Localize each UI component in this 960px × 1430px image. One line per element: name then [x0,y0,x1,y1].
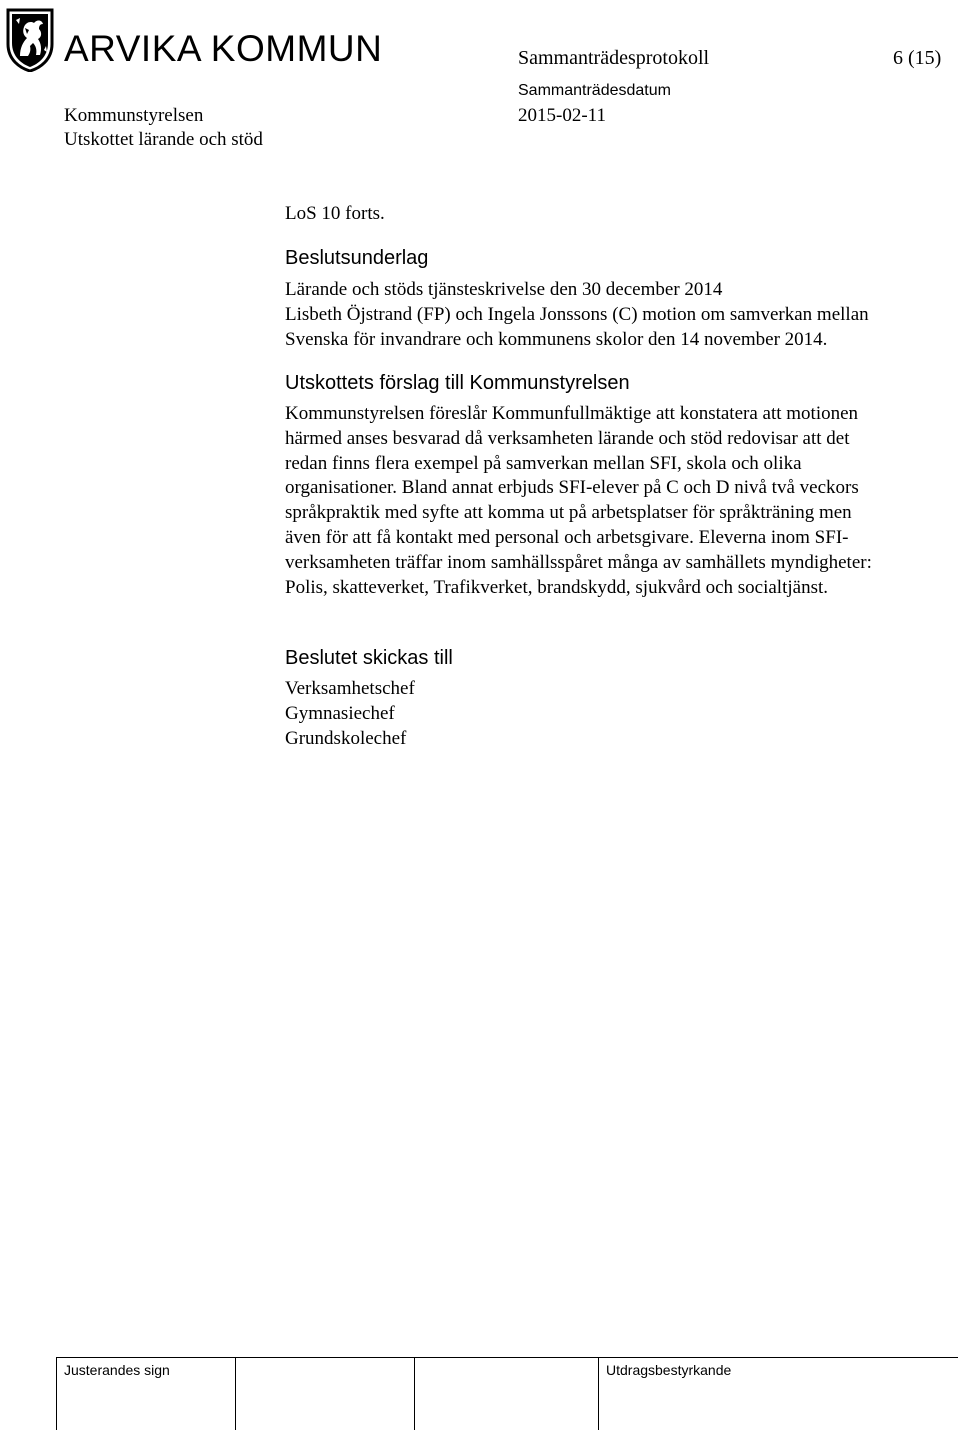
paragraph-reference: LoS 10 forts. [285,203,385,224]
text-line: språkpraktik med syfte att komma ut på arbetsplatser för språkträning men [285,502,852,524]
text-line: Lisbeth Öjstrand (FP) och Ingela Jonssons (C) motion om samverkan mellan [285,303,869,325]
footer-divider [56,1358,57,1430]
recipient-item: Verksamhetschef [285,678,415,699]
beslutsunderlag-text [285,278,950,352]
recipient-item: Grundskolechef [285,727,407,749]
meeting-date-label: Sammanträdesdatum [518,82,671,99]
footer-rule [56,1357,958,1358]
text-line: redan finns flera exempel på samverkan mellan SFI, skola och olika [285,452,802,474]
body-name: Kommunstyrelsen [64,105,204,126]
text-line: Svenska för invandrare och kommunens skolor den 14 november 2014. [285,328,828,350]
organization-logo-text: ARVIKA KOMMUN [64,28,383,69]
page-indicator: 6 (15) [893,47,942,69]
section-title-forslag: Utskottets förslag till Kommunstyrelsen [285,372,630,394]
forslag-text [285,402,950,600]
text-line: verksamheten träffar inom samhällsspåret många av samhällets myndigheter: [285,551,872,573]
text-line: härmed anses besvarad då verksamheten lärande och stöd redovisar att det [285,427,850,449]
text-line: även för att få kontakt med personal och arbetsgivare. Eleverna inom SFI- [285,526,849,548]
footer-divider [235,1358,236,1430]
text-line: Kommunstyrelsen föreslår Kommunfullmäktige att konstatera att motionen [285,403,859,424]
certification-label: Utdragsbestyrkande [606,1362,732,1378]
text-line: Polis, skatteverket, Trafikverket, brandskydd, sjukvård och socialtjänst. [285,576,828,598]
document-type: Sammanträdesprotokoll [518,47,710,69]
section-title-beslutsunderlag: Beslutsunderlag [285,247,429,269]
signature-label: Justerandes sign [64,1362,170,1378]
recipient-item: Gymnasiechef [285,702,395,724]
committee-name: Utskottet lärande och stöd [64,129,263,150]
coat-of-arms-icon [6,8,54,72]
recipient-list [285,677,950,751]
footer-divider [598,1358,599,1430]
meeting-date-value: 2015-02-11 [518,105,606,126]
footer-divider [414,1358,415,1430]
section-title-skickas-till: Beslutet skickas till [285,647,453,669]
text-line: organisationer. Bland annat erbjuds SFI-elever på C och D nivå två veckors [285,477,859,499]
text-line: Lärande och stöds tjänsteskrivelse den 30 december 2014 [285,279,723,300]
